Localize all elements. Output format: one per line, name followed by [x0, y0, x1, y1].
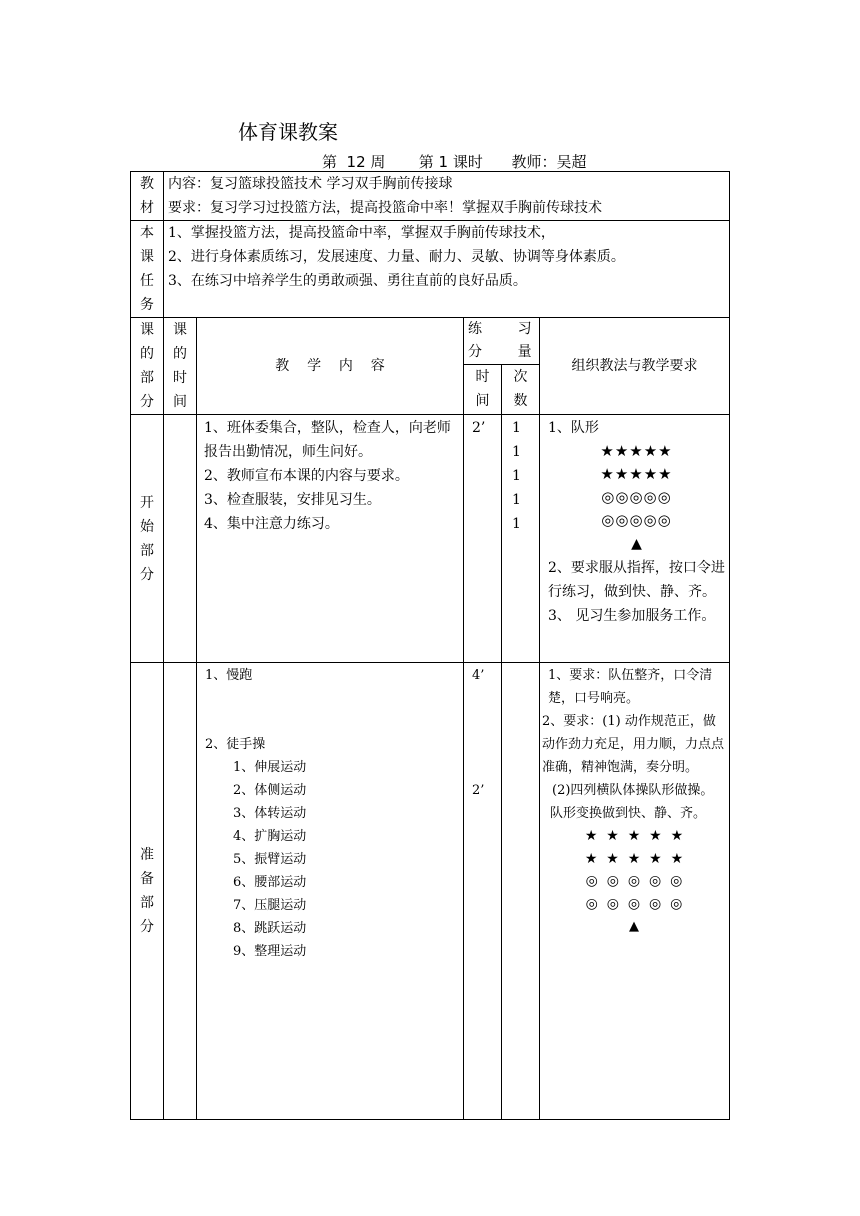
exercise-item: 5、振臂运动 [233, 852, 307, 867]
method-text: 3、 见习生参加服务工作。 [548, 608, 716, 624]
count-value: 1 [512, 468, 521, 484]
prep-load-counts [502, 663, 540, 1120]
load-column-header: 练 习 分 量 [464, 318, 540, 365]
time-column-header: 课 的 时 间 [164, 318, 197, 415]
prep-section-time [164, 663, 197, 1120]
start-section-row [131, 415, 730, 663]
exercise-item: 8、跳跃运动 [233, 921, 307, 936]
start-item: 2、教师宣布本课的内容与要求。 [204, 468, 409, 484]
material-row [131, 172, 730, 221]
start-section-label: 开 始 部 分 [131, 415, 164, 663]
prep-section-row [131, 663, 730, 1120]
part-column-header: 课 的 部 分 [131, 318, 164, 415]
method-text: 2、要求服从指挥，按口令进行练习，做到快、静、齐。 [548, 560, 725, 600]
method-column-header: 组织教法与教学要求 [540, 318, 730, 415]
exercise-item: 7、压腿运动 [233, 898, 307, 913]
prep-item-run: 1、慢跑 [205, 668, 253, 683]
count-value: 1 [512, 420, 521, 436]
start-method [540, 415, 730, 663]
exercise-item: 2、体侧运动 [233, 783, 307, 798]
tasks-label: 本 课 任 务 [131, 221, 164, 318]
start-section-time [164, 415, 197, 663]
method-text: 2、要求：(1) 动作规范正，做动作劲力充足，用力顺，力点点准确，精神饱满，奏分明。 [542, 714, 725, 775]
formation-circle-row: ◎◎◎◎◎ [601, 488, 672, 506]
formation-circle-row: ◎◎◎◎◎ [601, 511, 672, 529]
start-item: 1、班体委集合，整队，检查人，向老师报告出勤情况，师生问好。 [204, 420, 451, 460]
exercise-list [205, 756, 463, 963]
lesson-subheading: 第 12 周 第 1 课时 教师：吴超 [322, 153, 587, 171]
tasks-row [131, 221, 730, 318]
exercise-item: 1、伸展运动 [233, 760, 307, 775]
count-value: 1 [512, 492, 521, 508]
prep-load-time [464, 663, 502, 1120]
count-value: 1 [512, 516, 521, 532]
teacher-triangle-icon: ▲ [629, 919, 639, 934]
material-label: 教 材 [131, 172, 164, 221]
teacher-triangle-icon: ▲ [631, 536, 642, 552]
load-time-header: 时 间 [464, 365, 502, 415]
method-text: 队形变换做到快、静、齐。 [550, 806, 707, 821]
prep-section-content [197, 663, 464, 1120]
start-load-counts [502, 415, 540, 663]
start-item: 3、检查服装，安排见习生。 [204, 492, 381, 508]
formation-circle-row: ◎ ◎ ◎ ◎ ◎ [585, 895, 683, 912]
start-item: 4、集中注意力练习。 [204, 516, 339, 532]
method-text: 1、要求：队伍整齐，口令清楚，口号响亮。 [548, 668, 713, 706]
formation-title: 1、队形 [548, 420, 599, 436]
exercise-item: 6、腰部运动 [233, 875, 307, 890]
formation-star-row: ★ ★ ★ ★ ★ [584, 828, 684, 844]
prep-section-label: 准 备 部 分 [131, 663, 164, 1120]
formation-star-row: ★ ★ ★ ★ ★ [584, 850, 684, 867]
formation-star-row: ★★★★★ [600, 442, 673, 460]
content-column-header: 教 学 内 容 [197, 318, 464, 415]
exercise-item: 4、扩胸运动 [233, 829, 307, 844]
time-value: 2’ [472, 783, 485, 798]
tasks-content: 1、掌握投篮方法，提高投篮命中率，掌握双手胸前传球技术， 2、进行身体素质练习，发展速度、力量、耐力、灵敏、协调等身体素质。 3、在练习中培养学生的勇敢顽强、勇往直前的良好品质。 [164, 221, 730, 318]
formation-star-row: ★★★★★ [600, 465, 673, 483]
exercise-item: 3、体转运动 [233, 806, 307, 821]
load-count-header: 次 数 [502, 365, 540, 415]
time-value: 4’ [472, 668, 485, 683]
prep-method [540, 663, 730, 1120]
column-header-row [131, 318, 730, 365]
document-title: 体育课教案 [238, 120, 338, 144]
count-value: 1 [512, 444, 521, 460]
prep-item-gym: 2、徒手操 [205, 737, 266, 752]
start-section-content [197, 415, 464, 663]
material-content: 内容：复习篮球投篮技术 学习双手胸前传接球 要求：复习学习过投篮方法，提高投篮命中率！掌握双手胸前传球技术 [164, 172, 730, 221]
lesson-plan-table [130, 171, 730, 1120]
exercise-item: 9、整理运动 [233, 944, 307, 959]
formation-circle-row: ◎ ◎ ◎ ◎ ◎ [585, 873, 683, 889]
method-text: (2)四列横队体操队形做操。 [552, 783, 714, 798]
start-load-time: 2’ [464, 415, 502, 663]
